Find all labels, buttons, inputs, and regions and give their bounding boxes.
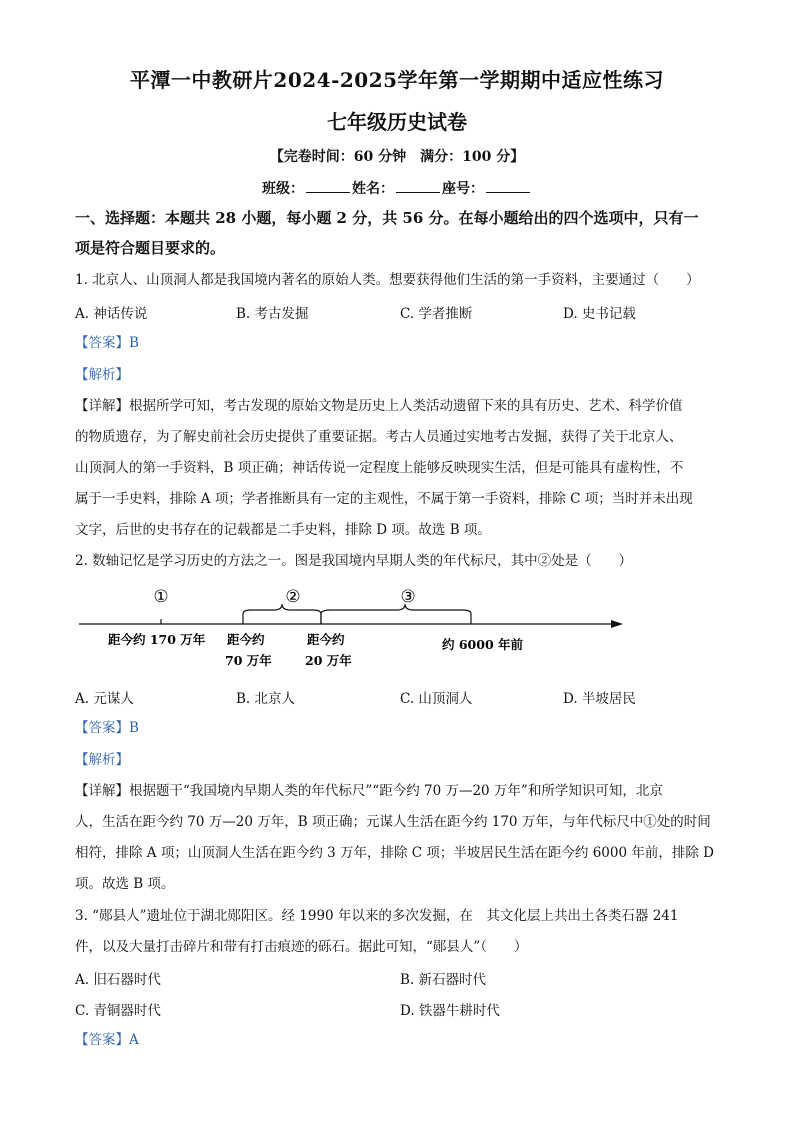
q1-answer: 【答案】B: [75, 335, 139, 351]
section-heading-line2: 项是符合题目要求的。: [75, 239, 226, 257]
timeline-label-6000: 约 6000 年前: [442, 637, 523, 652]
q2-detail-line: 项。故选 B 项。: [75, 876, 175, 892]
q2-answer: 【答案】B: [75, 720, 139, 736]
class-blank: [306, 180, 350, 193]
q1-stem: 1. 北京人、山顶洞人都是我国境内著名的原始人类。想要获得他们生活的第一手资料，主要通过（ ）: [75, 272, 700, 288]
student-fields: [0, 178, 794, 198]
q1-detail-line: 文字，后世的史书存在的记载都是二手史料，排除 D 项。故选 B 项。: [75, 522, 491, 538]
exam-title: 平潭一中教研片2024-2025学年第一学期期中适应性练习: [129, 68, 665, 92]
q3-option-a: A. 旧石器时代: [75, 972, 161, 988]
q3-option-c: C. 青铜器时代: [75, 1003, 161, 1019]
q3-option-b: B. 新石器时代: [400, 972, 487, 988]
q2-detail-line: 相符，排除 A 项；山顶洞人生活在距今约 3 万年，排除 C 项；半坡居民生活在距今约 6000 年前，排除 D: [75, 845, 714, 861]
q1-option-c: C. 学者推断: [400, 306, 473, 322]
timeline-marker-1: ①: [153, 587, 169, 607]
q1-option-d: D. 史书记载: [563, 306, 636, 322]
q1-option-a: A. 神话传说: [75, 306, 148, 322]
q1-detail-line: 【详解】根据所学可知，考古发现的原始文物是历史上人类活动遗留下来的具有历史、艺术、科学价值: [75, 398, 683, 414]
q3-answer: 【答案】A: [75, 1032, 139, 1048]
seat-blank: [486, 180, 530, 193]
q2-option-b: B. 北京人: [236, 691, 296, 707]
q3-option-d: D. 铁器牛耕时代: [400, 1003, 500, 1019]
timeline-label-170: 距今约 170 万年: [108, 632, 206, 647]
q1-option-b: B. 考古发掘: [236, 306, 309, 322]
timeline-label-20-a: 距今约: [307, 632, 345, 647]
timeline-arrow-icon: [611, 620, 623, 628]
q2-detail-line: 人，生活在距今约 70 万—20 万年，B 项正确；元谋人生活在距今约 170 万年，与年代标尺中①处的时间: [75, 814, 711, 830]
timeline-marker-2: ②: [285, 587, 301, 607]
q2-option-a: A. 元谋人: [75, 691, 134, 707]
q1-detail-line: 属于一手史料，排除 A 项；学者推断具有一定的主观性，不属于第一手资料，排除 C 项；当时并未出现: [75, 491, 693, 507]
class-label: 班级：: [262, 181, 304, 197]
name-blank: [396, 180, 440, 193]
name-label: 姓名：: [352, 181, 394, 197]
seat-label: 座号：: [442, 181, 484, 197]
q1-detail-line: 的物质遗存，为了解史前社会历史提供了重要证据。考古人员通过实地考古发掘，获得了关于北京人、: [75, 429, 683, 445]
timeline-label-70-b: 70 万年: [225, 653, 272, 668]
section-heading-line1: 一、选择题：本题共 28 小题，每小题 2 分，共 56 分。在每小题给出的四个选项中，只有一: [75, 209, 699, 227]
q2-analysis-label: 【解析】: [75, 752, 129, 768]
exam-info: 【完卷时间：60 分钟 满分：100 分】: [269, 149, 525, 165]
q2-detail-line: 【详解】根据题干“我国境内早期人类的年代标尺”“距今约 70 万—20 万年”和所学知识可知，北京: [75, 783, 663, 799]
q3-stem-line: 件，以及大量打击碎片和带有打击痕迹的砾石。据此可知，“郧县人”（ ）: [75, 939, 528, 955]
q1-detail-line: 山顶洞人的第一手资料，B 项正确；神话传说一定程度上能够反映现实生活，但是可能具有虚构性，不: [75, 460, 684, 476]
q1-analysis-label: 【解析】: [75, 367, 129, 383]
q2-option-c: C. 山顶洞人: [400, 691, 473, 707]
timeline-label-20-b: 20 万年: [305, 653, 352, 668]
q2-stem: 2. 数轴记忆是学习历史的方法之一。图是我国境内早期人类的年代标尺，其中②处是（ ）: [75, 553, 633, 569]
timeline-label-70-a: 距今约: [227, 632, 265, 647]
q3-stem-line: 3. “郧县人”遗址位于湖北郧阳区。经 1990 年以来的多次发掘，在 其文化层上共出土各类石器 241: [75, 908, 679, 924]
q2-option-d: D. 半坡居民: [563, 691, 636, 707]
timeline-diagram: [75, 582, 635, 674]
timeline-marker-3: ③: [400, 587, 416, 607]
exam-subject: 七年级历史试卷: [327, 110, 467, 134]
